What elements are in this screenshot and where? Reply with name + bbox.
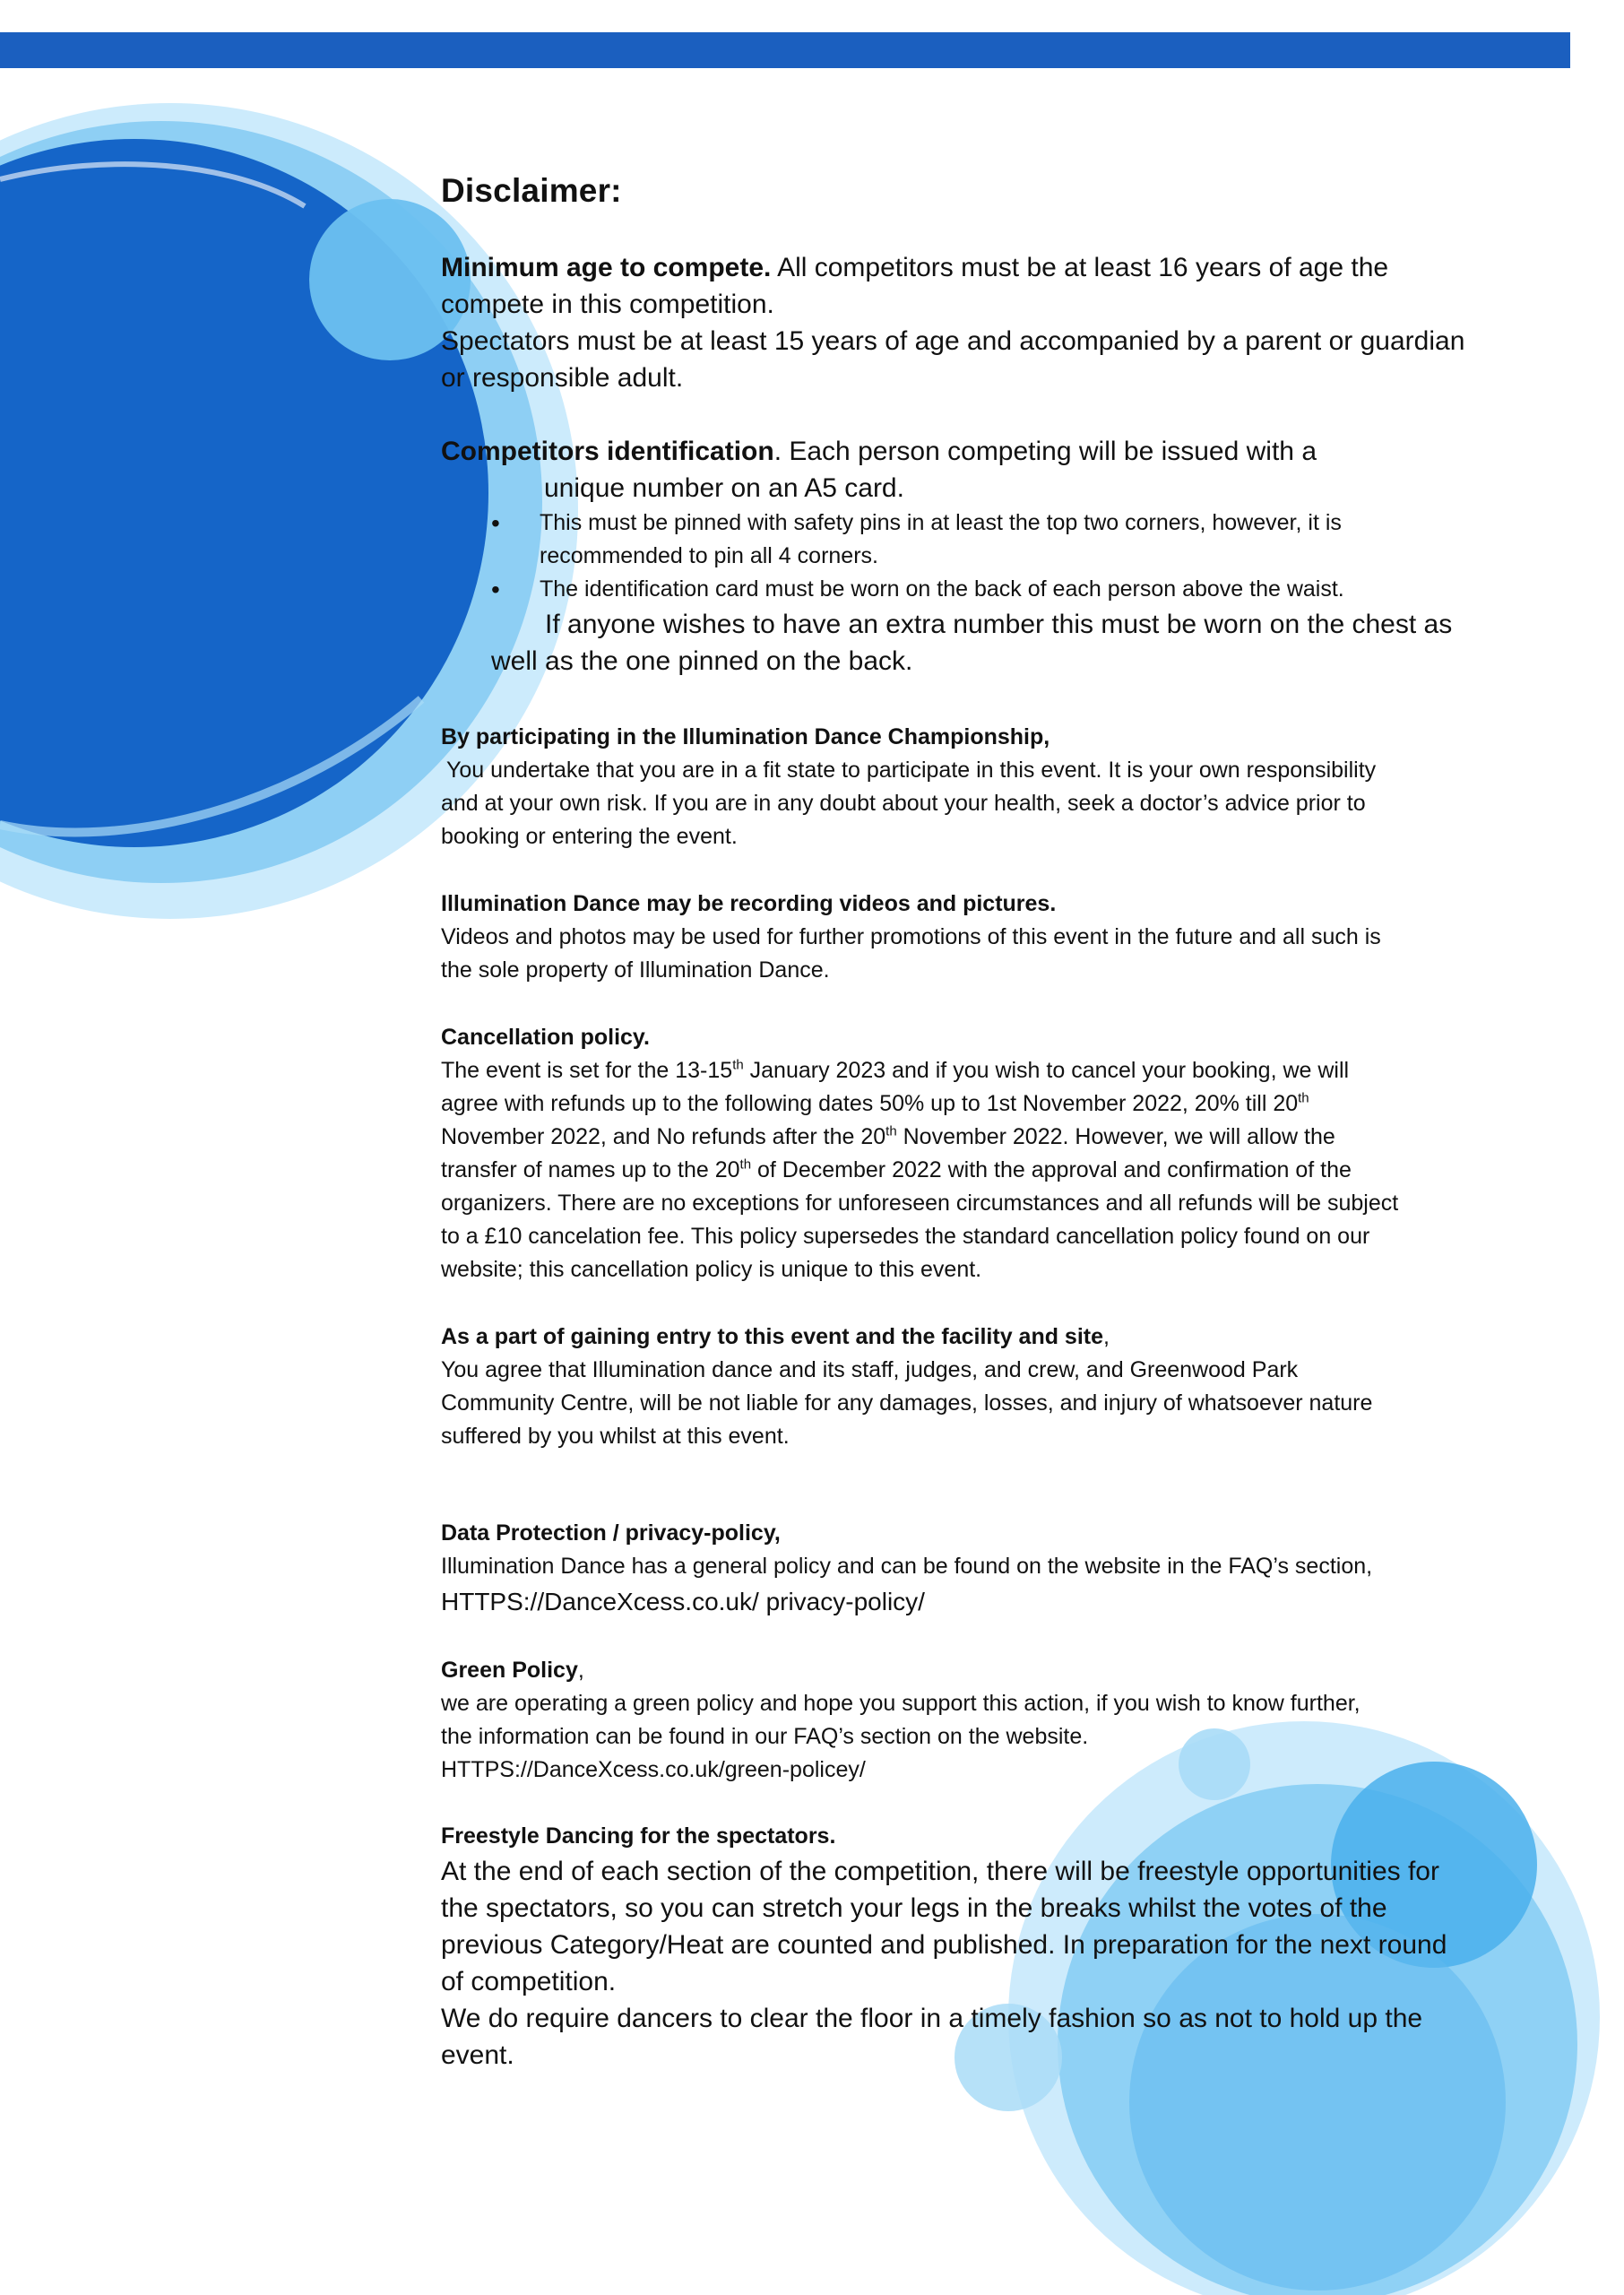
- section-cancellation: [441, 1021, 1534, 1286]
- section-entry: As a part of gaining entry to this event and the facility and site, You agree that Illumination dance and its staff, judges, and crew, and Greenwood Park Community Centre, will be not liable for any damages, losses, and injury of whatsoever nature suffered by you whilst at this event.: [441, 1321, 1534, 1453]
- freestyle-text: previous Category/Heat are counted and published. In preparation for the next round: [441, 1930, 1447, 1960]
- green-policy-text: we are operating a green policy and hope you support this action, if you wish to know further,: [441, 1691, 1361, 1716]
- identification-bullets: [441, 507, 1516, 606]
- cancellation-text: organizers. There are no exceptions for unforeseen circumstances and all refunds will be subject: [441, 1191, 1399, 1216]
- section-recording: [441, 888, 1534, 987]
- list-item: • This must be pinned with safety pins in at least the top two corners, however, it is recommended to pin all 4 corners.: [441, 507, 1516, 573]
- identification-heading: Competitors identification: [441, 437, 774, 466]
- entry-heading: As a part of gaining entry to this event and the facility and site: [441, 1324, 1104, 1349]
- section-green-policy: Green Policy, we are operating a green policy and hope you support this action, if you wish to know further, the information can be found in our FAQ’s section on the website. HTTPS://DanceXcess.co.uk/green-policey/: [441, 1654, 1534, 1787]
- cancellation-text: to a £10 cancelation fee. This policy supersedes the standard cancellation policy found on our: [441, 1224, 1370, 1249]
- green-policy-heading: Green Policy: [441, 1658, 578, 1683]
- recording-heading: Illumination Dance may be recording videos and pictures.: [441, 891, 1057, 916]
- privacy-policy-link[interactable]: HTTPS://DanceXcess.co.uk/ privacy-policy/: [441, 1588, 925, 1615]
- entry-text: suffered by you whilst at this event.: [441, 1424, 790, 1449]
- section-data-protection: [441, 1517, 1534, 1620]
- data-protection-text: Illumination Dance has a general policy and can be found on the website in the FAQ’s section,: [441, 1554, 1373, 1579]
- green-policy-link[interactable]: HTTPS://DanceXcess.co.uk/green-policey/: [441, 1757, 866, 1782]
- section-participating: [441, 721, 1534, 853]
- recording-text: the sole property of Illumination Dance.: [441, 957, 830, 983]
- page-title: Disclaimer:: [441, 172, 622, 209]
- section-identification: [441, 433, 1516, 680]
- minimum-age-heading: Minimum age to compete.: [441, 253, 772, 282]
- extra-number-text: well as the one pinned on the back.: [491, 646, 913, 676]
- freestyle-heading: Freestyle Dancing for the spectators.: [441, 1823, 836, 1849]
- freestyle-text: We do require dancers to clear the floor in a timely fashion so as not to hold up the: [441, 2004, 1423, 2033]
- freestyle-text: of competition.: [441, 1967, 617, 1996]
- section-freestyle: [441, 1820, 1534, 2074]
- extra-number-text: If anyone wishes to have an extra number this must be worn on the chest as: [545, 610, 1453, 639]
- freestyle-text: event.: [441, 2040, 514, 2070]
- cancellation-heading: Cancellation policy.: [441, 1025, 650, 1050]
- green-policy-text: the information can be found in our FAQ’s section on the website.: [441, 1724, 1089, 1749]
- recording-text: Videos and photos may be used for further promotions of this event in the future and all such is: [441, 924, 1381, 949]
- data-protection-heading: Data Protection / privacy-policy,: [441, 1520, 781, 1546]
- freestyle-text: the spectators, so you can stretch your legs in the breaks whilst the votes of the: [441, 1893, 1387, 1923]
- spectator-age-text: Spectators must be at least 15 years of age and accompanied by a parent or guardian: [441, 326, 1465, 356]
- cancellation-text: November 2022, and No refunds after the 20th November 2022. However, we will allow the: [441, 1123, 1335, 1149]
- identification-text: . Each person competing will be issued with a: [773, 437, 1317, 466]
- participating-text: and at your own risk. If you are in any doubt about your health, seek a doctor’s advice prior to: [441, 791, 1366, 816]
- identification-text: unique number on an A5 card.: [544, 473, 904, 503]
- minimum-age-text: compete in this competition.: [441, 290, 774, 319]
- freestyle-text: At the end of each section of the competition, there will be freestyle opportunities for: [441, 1857, 1439, 1886]
- cancellation-text: transfer of names up to the 20th of December 2022 with the approval and confirmation of the: [441, 1156, 1352, 1182]
- section-minimum-age: [441, 249, 1516, 396]
- participating-text: booking or entering the event.: [441, 824, 738, 849]
- cancellation-text: agree with refunds up to the following dates 50% up to 1st November 2022, 20% till 20th: [441, 1090, 1309, 1116]
- participating-text: You undertake that you are in a fit state to participate in this event. It is your own responsibility: [446, 758, 1377, 783]
- cancellation-text: The event is set for the 13-15th January 2023 and if you wish to cancel your booking, we will: [441, 1057, 1350, 1083]
- entry-text: Community Centre, will be not liable for any damages, losses, and injury of whatsoever nature: [441, 1390, 1373, 1416]
- cancellation-text: website; this cancellation policy is unique to this event.: [441, 1257, 982, 1282]
- list-item: • The identification card must be worn on the back of each person above the waist.: [441, 573, 1516, 606]
- entry-text: You agree that Illumination dance and its staff, judges, and crew, and Greenwood Park: [441, 1357, 1299, 1382]
- participating-heading: By participating in the Illumination Dance Championship,: [441, 724, 1050, 749]
- minimum-age-text: All competitors must be at least 16 years of age the: [771, 253, 1389, 282]
- spectator-age-text: or responsible adult.: [441, 363, 684, 393]
